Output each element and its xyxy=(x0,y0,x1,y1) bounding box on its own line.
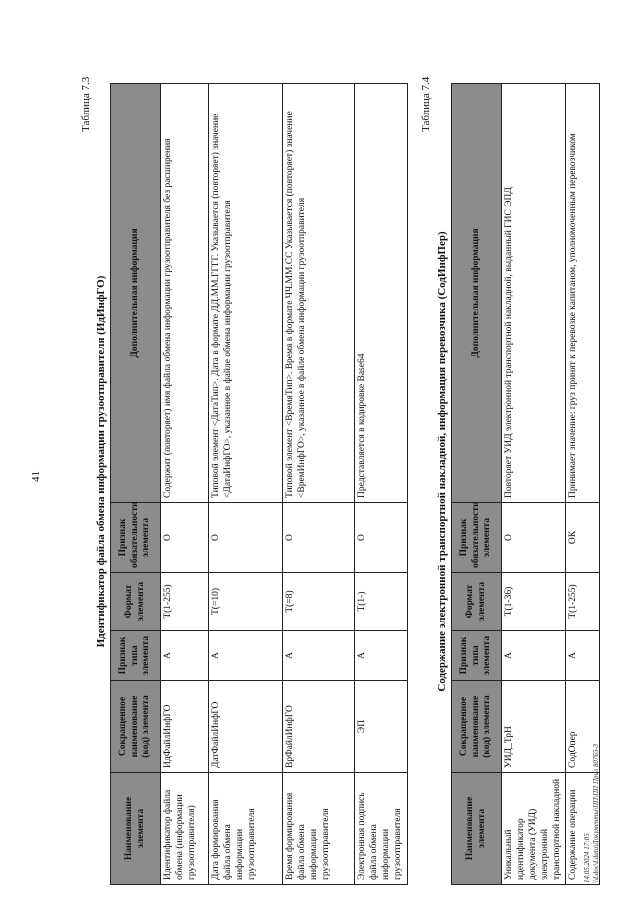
cell-info: Содержит (повторяет) имя файла обмена информации грузоотправителя без расширения xyxy=(161,84,209,503)
cell-required: О xyxy=(502,503,566,573)
cell-code: ВрФайлИнфГО xyxy=(283,681,355,773)
header-cell: Сокращенное наименование (код) элемента xyxy=(111,681,161,773)
footer-path: \\Ldoc\Ldata\Документы\ПП\ПП Прил 80765-3 xyxy=(592,743,601,883)
cell-name: Идентификатор файла обмена (информации грузоотправителя) xyxy=(161,773,209,885)
header-cell: Дополнительная информация xyxy=(452,84,502,503)
cell-required: О xyxy=(283,503,355,573)
table-row xyxy=(355,84,408,885)
table-row xyxy=(283,84,355,885)
table2-label: Таблица 7.4 xyxy=(420,76,432,132)
header-cell: Признак типа элемента xyxy=(111,631,161,681)
cell-type: А xyxy=(566,631,600,681)
cell-name: Электронная подпись файла обмена информации грузоотправителя xyxy=(355,773,408,885)
cell-type: А xyxy=(161,631,209,681)
footer-date: 14.05.2024 17:05 xyxy=(583,833,591,883)
cell-info: Повторяет УИД электронной транспортной накладной, выданный ГИС ЭПД xyxy=(502,84,566,503)
table-row xyxy=(502,84,566,885)
table1-title: Идентификатор файла обмена информации грузоотправителя (ИдИнфГО) xyxy=(95,275,107,648)
cell-required: ОК xyxy=(566,503,600,573)
table-header-row xyxy=(452,84,502,885)
cell-code: ЭП xyxy=(355,681,408,773)
table-identifier xyxy=(110,83,408,885)
cell-info: Представляется в кодировке Base64 xyxy=(355,84,408,503)
header-cell: Признак обязательности элемента xyxy=(111,503,161,573)
header-cell: Сокращенное наименование (код) элемента xyxy=(452,681,502,773)
header-cell: Дополнительная информация xyxy=(111,84,161,503)
cell-format: Т(=10) xyxy=(209,573,283,631)
cell-format: Т(1-36) xyxy=(502,573,566,631)
table-row xyxy=(209,84,283,885)
cell-format: Т(1-) xyxy=(355,573,408,631)
cell-info: Принимает значение: груз принят к перевозке капитаном, уполномоченным перевозчиком xyxy=(566,84,600,503)
header-cell: Наименование элемента xyxy=(111,773,161,885)
cell-name: Время формирования файла обмена информации грузоотправителя xyxy=(283,773,355,885)
table-row xyxy=(161,84,209,885)
header-cell: Формат элемента xyxy=(111,573,161,631)
cell-name: Уникальный идентификатор документа (УИД) электронной транспортной накладной xyxy=(502,773,566,885)
header-cell: Признак типа элемента xyxy=(452,631,502,681)
page-number: 41 xyxy=(30,471,42,482)
cell-type: А xyxy=(355,631,408,681)
footer-stamp xyxy=(583,744,601,883)
table-header-row xyxy=(111,84,161,885)
cell-format: Т(=8) xyxy=(283,573,355,631)
header-cell: Формат элемента xyxy=(452,573,502,631)
table-carrier-content xyxy=(451,83,600,885)
cell-required: О xyxy=(209,503,283,573)
cell-type: А xyxy=(209,631,283,681)
cell-info: Типовой элемент <ВремяТип>. Время в формате ЧЧ.ММ.СС Указывается (повторяет) значение <ВремИнфГО>, указанное в файле обмена информации грузоотправителя xyxy=(283,84,355,503)
header-cell: Признак обязательности элемента xyxy=(452,503,502,573)
cell-code: УИД_ТрН xyxy=(502,681,566,773)
table1-label: Таблица 7.3 xyxy=(80,76,92,132)
cell-format: Т(1-255) xyxy=(161,573,209,631)
table2-title: Содержание электронной транспортной накладной, информация перевозчика (СодИнфПер) xyxy=(436,231,448,692)
cell-code: СодОпер xyxy=(566,681,600,773)
cell-code: ДатФайлИнфГО xyxy=(209,681,283,773)
cell-type: А xyxy=(502,631,566,681)
cell-format: Т(1-255) xyxy=(566,573,600,631)
cell-name: Содержание операции xyxy=(566,773,600,885)
cell-info: Типовой элемент <ДатаТип>. Дата в формате ДД.ММ.ГГГГ. Указывается (повторяет) значение <ДатаИнфГО>, указанное в файле обмена информации грузоотправителя xyxy=(209,84,283,503)
cell-name: Дата формирования файла обмена информации грузоотправителя xyxy=(209,773,283,885)
cell-required: О xyxy=(161,503,209,573)
cell-required: О xyxy=(355,503,408,573)
cell-type: А xyxy=(283,631,355,681)
header-cell: Наименование элемента xyxy=(452,773,502,885)
cell-code: ИдФайлИнфГО xyxy=(161,681,209,773)
